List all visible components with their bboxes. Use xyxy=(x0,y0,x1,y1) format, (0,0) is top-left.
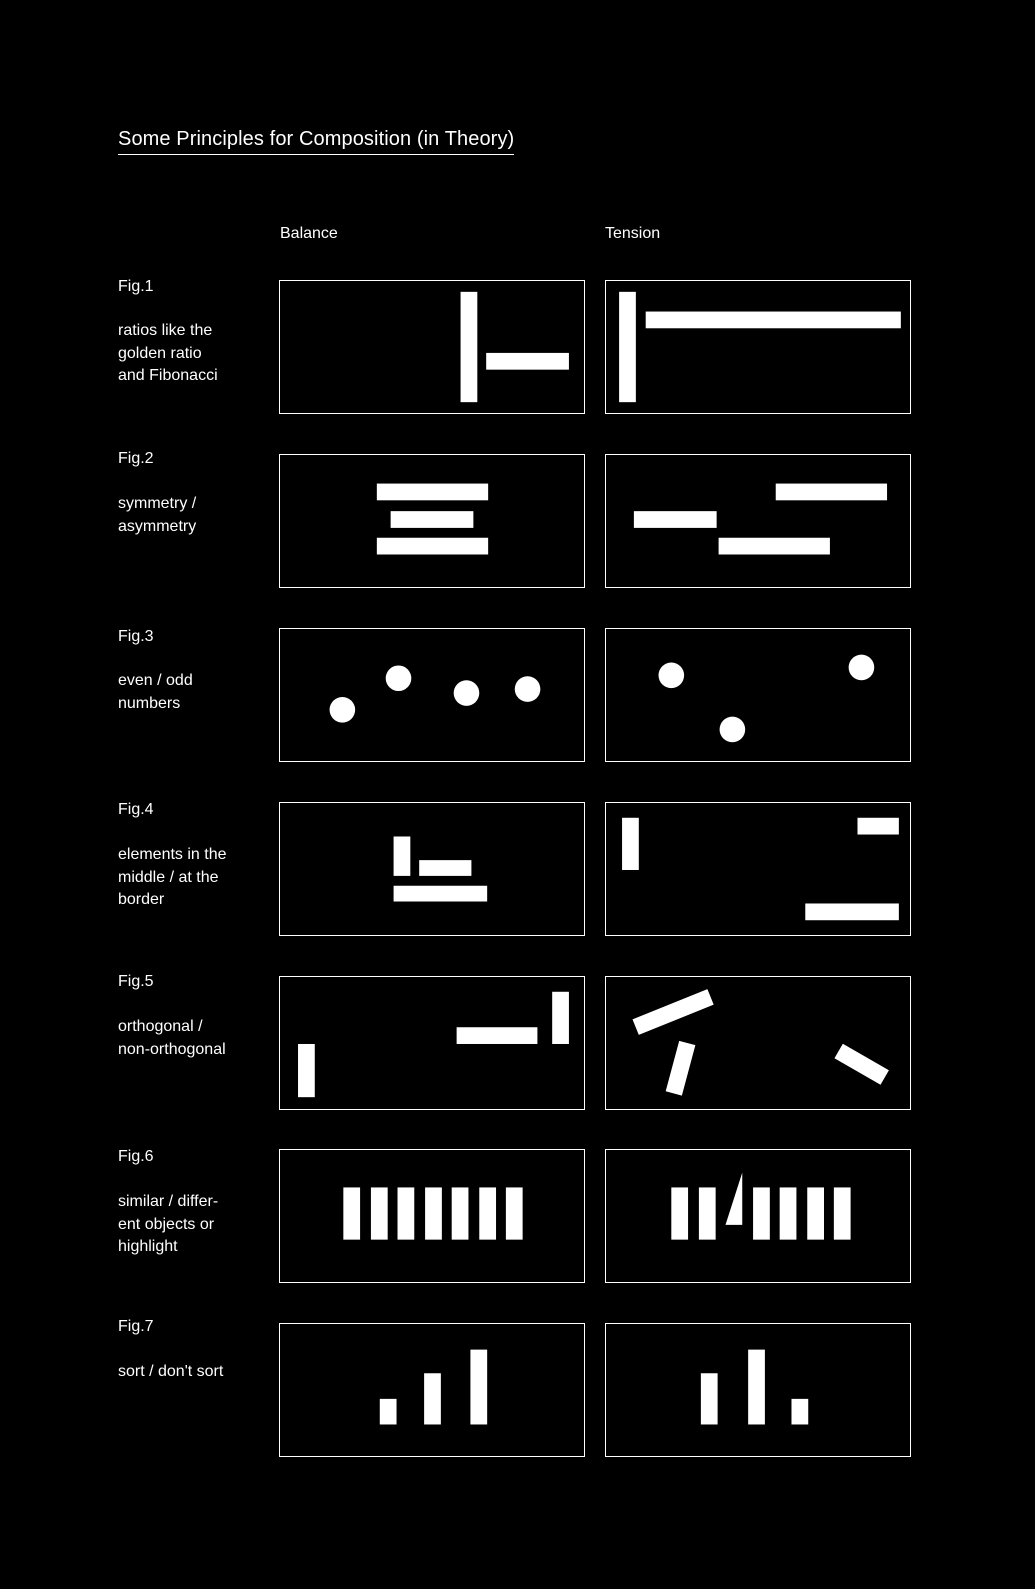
fig-1-description: ratios like the golden ratio and Fibonacci xyxy=(118,322,218,384)
fig-5-label: Fig.5 xyxy=(118,973,154,990)
bar xyxy=(780,1187,797,1239)
bar xyxy=(857,818,898,835)
bar xyxy=(805,903,899,920)
fig-3-balance-panel xyxy=(279,628,585,762)
bar xyxy=(343,1187,360,1239)
tall-bar xyxy=(748,1350,765,1425)
rotated-bar xyxy=(633,989,714,1035)
bar xyxy=(671,1187,688,1239)
fig-7-label: Fig.7 xyxy=(118,1318,154,1335)
vertical-bar xyxy=(461,292,478,402)
bar xyxy=(419,860,471,876)
rotated-bar xyxy=(666,1041,696,1096)
medium-bar xyxy=(701,1373,718,1424)
bar xyxy=(398,1187,415,1239)
fig-5-description: orthogonal / non-orthogonal xyxy=(118,1018,226,1058)
fig-6-label: Fig.6 xyxy=(118,1148,154,1165)
bar xyxy=(452,1187,469,1239)
fig-3-description: even / odd numbers xyxy=(118,672,193,712)
bar xyxy=(377,538,488,555)
bar xyxy=(807,1187,824,1239)
vertical-bar xyxy=(298,1044,315,1097)
fig-6-description: similar / differ- ent objects or highlight xyxy=(118,1193,219,1255)
tall-bar xyxy=(470,1350,487,1425)
bar xyxy=(506,1187,523,1239)
fig-3-tension-panel xyxy=(605,628,911,762)
fig-1-label: Fig.1 xyxy=(118,278,154,295)
bar xyxy=(377,484,488,501)
fig-2-label: Fig.2 xyxy=(118,450,154,467)
fig-6-tension-panel xyxy=(605,1149,911,1283)
vertical-bar xyxy=(622,818,639,870)
vertical-bar xyxy=(394,836,411,875)
circle xyxy=(515,676,541,702)
bar xyxy=(719,538,830,555)
fig-7-balance-panel xyxy=(279,1323,585,1457)
bar xyxy=(391,511,474,528)
short-bar xyxy=(791,1399,808,1425)
fig-4-label: Fig.4 xyxy=(118,801,154,818)
fig-4-balance-panel xyxy=(279,802,585,936)
bar xyxy=(371,1187,388,1239)
medium-bar xyxy=(424,1373,441,1424)
short-bar xyxy=(380,1399,397,1425)
circle xyxy=(659,662,685,688)
fig-2-tension-panel xyxy=(605,454,911,588)
bar xyxy=(699,1187,716,1239)
circle xyxy=(330,697,356,723)
bar xyxy=(753,1187,770,1239)
fig-5-tension-panel xyxy=(605,976,911,1110)
fig-5-balance-panel xyxy=(279,976,585,1110)
bar xyxy=(479,1187,496,1239)
fig-6-balance-panel xyxy=(279,1149,585,1283)
circle xyxy=(386,665,412,691)
bar xyxy=(634,511,717,528)
fig-3-label: Fig.3 xyxy=(118,628,154,645)
fig-2-balance-panel xyxy=(279,454,585,588)
column-heading-balance: Balance xyxy=(280,225,338,242)
bar xyxy=(834,1187,851,1239)
bar xyxy=(776,484,887,501)
rotated-bar xyxy=(834,1044,888,1085)
circle xyxy=(454,680,480,706)
vertical-bar xyxy=(619,292,636,402)
triangle-highlight xyxy=(725,1173,742,1225)
fig-4-tension-panel xyxy=(605,802,911,936)
fig-2-description: symmetry / asymmetry xyxy=(118,495,197,535)
fig-7-description: sort / don't sort xyxy=(118,1363,224,1380)
fig-1-balance-panel xyxy=(279,280,585,414)
circle xyxy=(849,655,875,681)
page-title: Some Principles for Composition (in Theory) xyxy=(118,128,514,155)
horizontal-bar xyxy=(646,312,901,329)
vertical-bar xyxy=(552,992,569,1044)
bar xyxy=(394,886,488,902)
fig-4-description: elements in the middle / at the border xyxy=(118,846,227,908)
bar xyxy=(457,1027,538,1044)
fig-1-tension-panel xyxy=(605,280,911,414)
column-heading-tension: Tension xyxy=(605,225,661,242)
fig-7-tension-panel xyxy=(605,1323,911,1457)
horizontal-bar xyxy=(486,353,569,370)
circle xyxy=(720,717,746,743)
bar xyxy=(425,1187,442,1239)
